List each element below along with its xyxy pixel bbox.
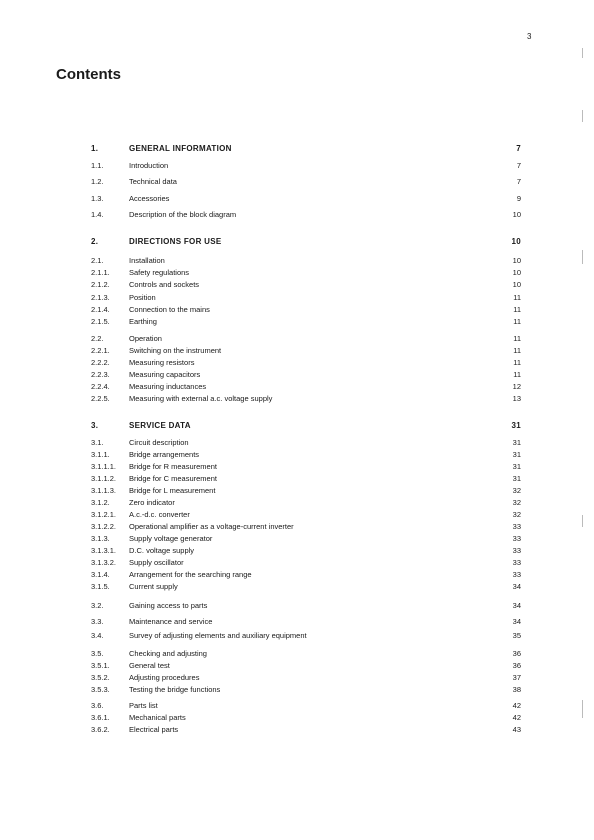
toc-entry-page: 7 — [516, 161, 521, 170]
scan-speck — [582, 110, 583, 122]
toc-entry-page: 11 — [513, 317, 521, 326]
toc-entry — [91, 600, 521, 611]
toc-entry — [91, 160, 521, 171]
toc-entry — [91, 316, 521, 327]
toc-entry-title: D.C. voltage supply — [129, 546, 195, 555]
toc-entry-title: Switching on the instrument — [129, 346, 222, 355]
toc-entry — [91, 672, 521, 683]
toc-entry-title: Circuit description — [129, 438, 189, 447]
toc-entry-page: 10 — [512, 280, 521, 289]
toc-entry — [91, 369, 521, 380]
toc-entry-title: Maintenance and service — [129, 617, 213, 626]
toc-entry-page: 31 — [512, 450, 521, 459]
toc-entry — [91, 569, 521, 580]
toc-entry-title: Operational amplifier as a voltage-current inverter — [129, 522, 294, 531]
toc-entry — [91, 557, 521, 568]
toc-entry-page: 37 — [512, 673, 521, 682]
toc-entry-title: Controls and sockets — [129, 280, 200, 289]
toc-entry — [91, 255, 521, 266]
toc-entry-title: Measuring with external a.c. voltage supply — [129, 394, 273, 403]
toc-entry-page: 9 — [516, 194, 521, 203]
toc-entry — [91, 279, 521, 290]
toc-entry — [91, 437, 521, 448]
toc-entry-title: Description of the block diagram — [129, 210, 237, 219]
toc-entry-page: 11 — [513, 305, 521, 314]
toc-entry-title: Mechanical parts — [129, 713, 186, 722]
toc-entry-number: 2. — [91, 237, 99, 246]
toc-entry-title: Installation — [129, 256, 165, 265]
toc-entry-number: 2.2. — [91, 334, 104, 343]
toc-entry-title: General test — [129, 661, 170, 670]
toc-entry — [91, 545, 521, 556]
toc-entry-title: Safety regulations — [129, 268, 190, 277]
toc-entry-page: 34 — [512, 617, 521, 626]
toc-entry-number: 1.1. — [91, 161, 104, 170]
toc-entry-title: Measuring inductances — [129, 382, 207, 391]
toc-entry-number: 3.1.2.2. — [91, 522, 117, 531]
toc-entry-page: 7 — [516, 144, 521, 153]
toc-entry-number: 3.1.2.1. — [91, 510, 117, 519]
toc-entry-page: 31 — [512, 438, 521, 447]
toc-entry-page: 32 — [512, 498, 521, 507]
toc-entry-number: 3.5.2. — [91, 673, 110, 682]
toc-entry-title: Parts list — [129, 701, 158, 710]
toc-entry-number: 3.1.3. — [91, 534, 110, 543]
toc-entry-title: Bridge for C measurement — [129, 474, 217, 483]
toc-entry-number: 3.6. — [91, 701, 104, 710]
toc-entry — [91, 393, 521, 404]
toc-entry-number: 3.1.3.1. — [91, 546, 117, 555]
toc-entry-number: 3.6.2. — [91, 725, 110, 734]
toc-entry-page: 36 — [512, 661, 521, 670]
toc-entry-number: 2.1. — [91, 256, 104, 265]
toc-entry — [91, 209, 521, 220]
toc-entry-page: 38 — [512, 685, 521, 694]
toc-entry — [91, 292, 521, 303]
toc-entry-page: 13 — [512, 394, 521, 403]
toc-entry-title: Supply oscillator — [129, 558, 184, 567]
toc-entry-number: 3.5. — [91, 649, 104, 658]
toc-entry-number: 2.2.3. — [91, 370, 110, 379]
toc-entry-page: 10 — [511, 237, 521, 246]
toc-entry-number: 3.1. — [91, 438, 104, 447]
toc-entry — [91, 509, 521, 520]
toc-entry-title: Supply voltage generator — [129, 534, 213, 543]
toc-entry-title: Electrical parts — [129, 725, 179, 734]
toc-entry-number: 2.2.4. — [91, 382, 110, 391]
toc-entry — [91, 581, 521, 592]
toc-entry-number: 3. — [91, 421, 99, 430]
toc-entry-title: Measuring capacitors — [129, 370, 201, 379]
toc-entry-number: 3.4. — [91, 631, 104, 640]
toc-entry-page: 35 — [512, 631, 521, 640]
toc-entry — [91, 521, 521, 532]
toc-entry-page: 32 — [512, 486, 521, 495]
toc-entry-title: Arrangement for the searching range — [129, 570, 252, 579]
toc-entry-page: 12 — [512, 382, 521, 391]
toc-entry-number: 3.1.3.2. — [91, 558, 117, 567]
toc-entry-title: Bridge for R measurement — [129, 462, 217, 471]
toc-entry-page: 34 — [512, 582, 521, 591]
toc-entry-number: 3.1.5. — [91, 582, 110, 591]
toc-entry-page: 43 — [512, 725, 521, 734]
toc-entry — [91, 193, 521, 204]
toc-entry-page: 31 — [512, 474, 521, 483]
toc-section-heading — [91, 236, 521, 247]
toc-entry-title: Earthing — [129, 317, 157, 326]
toc-entry-page: 10 — [512, 256, 521, 265]
toc-entry — [91, 724, 521, 735]
toc-entry-title: Checking and adjusting — [129, 649, 207, 658]
toc-entry-number: 3.1.2. — [91, 498, 110, 507]
toc-entry-number: 1. — [91, 144, 99, 153]
toc-entry-page: 31 — [511, 421, 521, 430]
toc-entry-number: 3.1.1.2. — [91, 474, 117, 483]
toc-section-heading — [91, 420, 521, 431]
toc-entry-number: 3.5.3. — [91, 685, 110, 694]
toc-entry — [91, 616, 521, 627]
toc-entry — [91, 533, 521, 544]
toc-entry-title: Connection to the mains — [129, 305, 210, 314]
toc-entry-title: Accessories — [129, 194, 170, 203]
scan-speck — [582, 250, 583, 264]
toc-entry-number: 3.1.1. — [91, 450, 110, 459]
toc-entry-title: Position — [129, 293, 156, 302]
toc-entry — [91, 660, 521, 671]
toc-entry-page: 31 — [512, 462, 521, 471]
page-number: 3 — [527, 32, 532, 41]
toc-entry-title: Technical data — [129, 177, 177, 186]
toc-entry — [91, 304, 521, 315]
toc-entry — [91, 461, 521, 472]
toc-entry-page: 11 — [513, 293, 521, 302]
toc-entry — [91, 648, 521, 659]
toc-entry-page: 10 — [512, 268, 521, 277]
toc-entry-number: 2.1.4. — [91, 305, 110, 314]
toc-entry — [91, 333, 521, 344]
toc-entry — [91, 345, 521, 356]
toc-entry-number: 3.1.1.3. — [91, 486, 117, 495]
toc-entry-title: Operation — [129, 334, 162, 343]
toc-entry-page: 33 — [512, 558, 521, 567]
toc-entry-page: 36 — [512, 649, 521, 658]
toc-entry-page: 11 — [513, 346, 521, 355]
page-title: Contents — [56, 66, 121, 83]
toc-entry — [91, 684, 521, 695]
toc-entry-page: 34 — [512, 601, 521, 610]
toc-entry-title: Adjusting procedures — [129, 673, 200, 682]
toc-entry-page: 33 — [512, 534, 521, 543]
toc-entry-title: Current supply — [129, 582, 178, 591]
scan-speck — [582, 48, 583, 58]
toc-entry-title: Measuring resistors — [129, 358, 195, 367]
toc-entry — [91, 449, 521, 460]
toc-entry-title: Testing the bridge functions — [129, 685, 221, 694]
toc-entry-page: 32 — [512, 510, 521, 519]
toc-entry-page: 42 — [512, 701, 521, 710]
toc-entry — [91, 473, 521, 484]
toc-entry-number: 2.1.5. — [91, 317, 110, 326]
toc-section-heading — [91, 143, 521, 154]
toc-entry — [91, 176, 521, 187]
toc-entry-number: 3.1.4. — [91, 570, 110, 579]
toc-entry-page: 7 — [516, 177, 521, 186]
toc-entry-page: 11 — [513, 334, 521, 343]
toc-entry — [91, 267, 521, 278]
toc-entry-number: 3.2. — [91, 601, 104, 610]
toc-entry-title: Survey of adjusting elements and auxiliary equipment — [129, 631, 307, 640]
toc-entry-number: 2.2.1. — [91, 346, 110, 355]
toc-entry-number: 2.2.5. — [91, 394, 110, 403]
toc-entry-page: 11 — [513, 370, 521, 379]
toc-entry-page: 33 — [512, 546, 521, 555]
toc-entry — [91, 485, 521, 496]
toc-entry-number: 3.1.1.1. — [91, 462, 117, 471]
toc-entry-title: Introduction — [129, 161, 169, 170]
toc-entry — [91, 497, 521, 508]
toc-entry-title: DIRECTIONS FOR USE — [129, 237, 222, 246]
toc-entry-title: Gaining access to parts — [129, 601, 208, 610]
toc-entry-number: 3.5.1. — [91, 661, 110, 670]
toc-entry-title: GENERAL INFORMATION — [129, 144, 232, 153]
toc-entry — [91, 712, 521, 723]
toc-entry-page: 42 — [512, 713, 521, 722]
toc-entry-page: 11 — [513, 358, 521, 367]
toc-entry-page: 33 — [512, 570, 521, 579]
toc-entry-page: 33 — [512, 522, 521, 531]
toc-entry-number: 1.3. — [91, 194, 104, 203]
toc-entry-number: 1.2. — [91, 177, 104, 186]
toc-entry-title: Bridge arrangements — [129, 450, 200, 459]
toc-entry — [91, 700, 521, 711]
toc-entry-number: 2.1.1. — [91, 268, 110, 277]
toc-entry-page: 10 — [512, 210, 521, 219]
toc-entry-title: Bridge for L measurement — [129, 486, 216, 495]
scan-speck — [582, 700, 583, 718]
toc-entry-number: 2.1.2. — [91, 280, 110, 289]
toc-entry-title: Zero indicator — [129, 498, 175, 507]
toc-entry-title: SERVICE DATA — [129, 421, 191, 430]
toc-entry — [91, 357, 521, 368]
toc-entry — [91, 381, 521, 392]
toc-entry — [91, 630, 521, 641]
toc-entry-number: 2.1.3. — [91, 293, 110, 302]
scan-speck — [582, 515, 583, 527]
toc-entry-title: A.c.-d.c. converter — [129, 510, 190, 519]
toc-entry-number: 1.4. — [91, 210, 104, 219]
toc-entry-number: 3.3. — [91, 617, 104, 626]
toc-entry-number: 3.6.1. — [91, 713, 110, 722]
toc-entry-number: 2.2.2. — [91, 358, 110, 367]
